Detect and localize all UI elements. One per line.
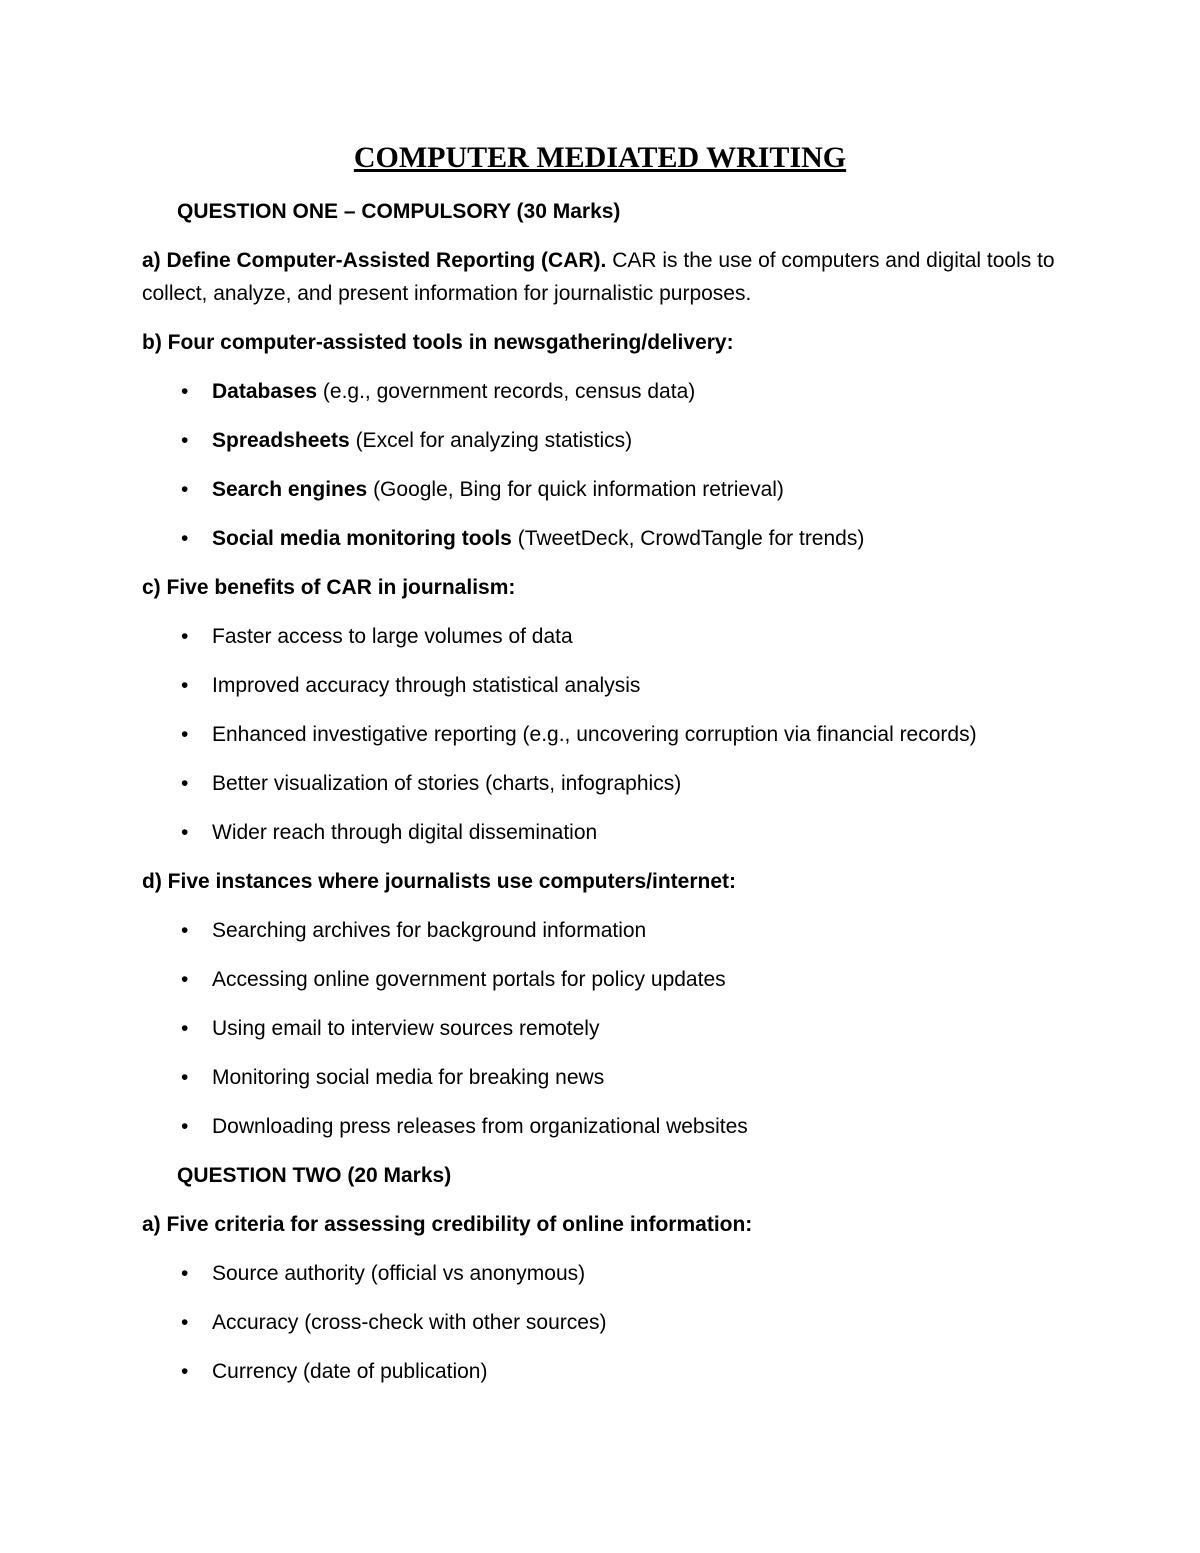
part-a-answer bbox=[142, 244, 1057, 310]
item-text: (e.g., government records, census data) bbox=[317, 380, 696, 403]
question-one-heading: QUESTION ONE – COMPULSORY (30 Marks) bbox=[177, 200, 621, 223]
q2-part-a-heading: a) Five criteria for assessing credibility of online information: bbox=[142, 1213, 753, 1236]
list-item: • Accessing online government portals for policy updates bbox=[142, 963, 1057, 996]
item-text: (TweetDeck, CrowdTangle for trends) bbox=[511, 527, 865, 550]
list-item: • Wider reach through digital dissemination bbox=[142, 816, 1057, 849]
list-item: • Enhanced investigative reporting (e.g., uncovering corruption via financial records) bbox=[142, 718, 1057, 751]
list-item bbox=[142, 522, 1057, 555]
item-lead: Social media monitoring tools bbox=[212, 527, 512, 550]
list-item: • Accuracy (cross-check with other sources) bbox=[142, 1306, 1057, 1339]
question-two-heading: QUESTION TWO (20 Marks) bbox=[177, 1164, 452, 1187]
part-c-heading: c) Five benefits of CAR in journalism: bbox=[142, 576, 516, 599]
q2-part-a-list bbox=[142, 1257, 1057, 1388]
item-text: (Google, Bing for quick information retrieval) bbox=[367, 478, 784, 501]
part-d-list bbox=[142, 914, 1057, 1143]
list-item: • Source authority (official vs anonymous) bbox=[142, 1257, 1057, 1290]
list-item: • Improved accuracy through statistical analysis bbox=[142, 669, 1057, 702]
part-a-text: CAR is the use of computers and digital tools to collect, analyze, and present information for journalistic purposes. bbox=[142, 249, 1055, 305]
list-item: • Better visualization of stories (charts, infographics) bbox=[142, 767, 1057, 800]
item-lead: Search engines bbox=[212, 478, 368, 501]
list-item: • Searching archives for background information bbox=[142, 914, 1057, 947]
list-item: • Faster access to large volumes of data bbox=[142, 620, 1057, 653]
part-a-lead: a) Define Computer-Assisted Reporting (CAR). bbox=[142, 249, 607, 272]
item-lead: Spreadsheets bbox=[212, 429, 350, 452]
part-d-heading: d) Five instances where journalists use computers/internet: bbox=[142, 870, 736, 893]
list-item bbox=[142, 473, 1057, 506]
list-item bbox=[142, 375, 1057, 408]
item-lead: Databases bbox=[212, 380, 318, 403]
item-text: (Excel for analyzing statistics) bbox=[349, 429, 633, 452]
list-item: • Monitoring social media for breaking news bbox=[142, 1061, 1057, 1094]
part-b-list bbox=[142, 375, 1057, 555]
part-c-list bbox=[142, 620, 1057, 849]
list-item: • Currency (date of publication) bbox=[142, 1355, 1057, 1388]
list-item: • Using email to interview sources remotely bbox=[142, 1012, 1057, 1045]
list-item bbox=[142, 424, 1057, 457]
list-item: • Downloading press releases from organizational websites bbox=[142, 1110, 1057, 1143]
part-b-heading: b) Four computer-assisted tools in newsgathering/delivery: bbox=[142, 331, 734, 354]
document-title: COMPUTER MEDIATED WRITING bbox=[353, 141, 847, 174]
